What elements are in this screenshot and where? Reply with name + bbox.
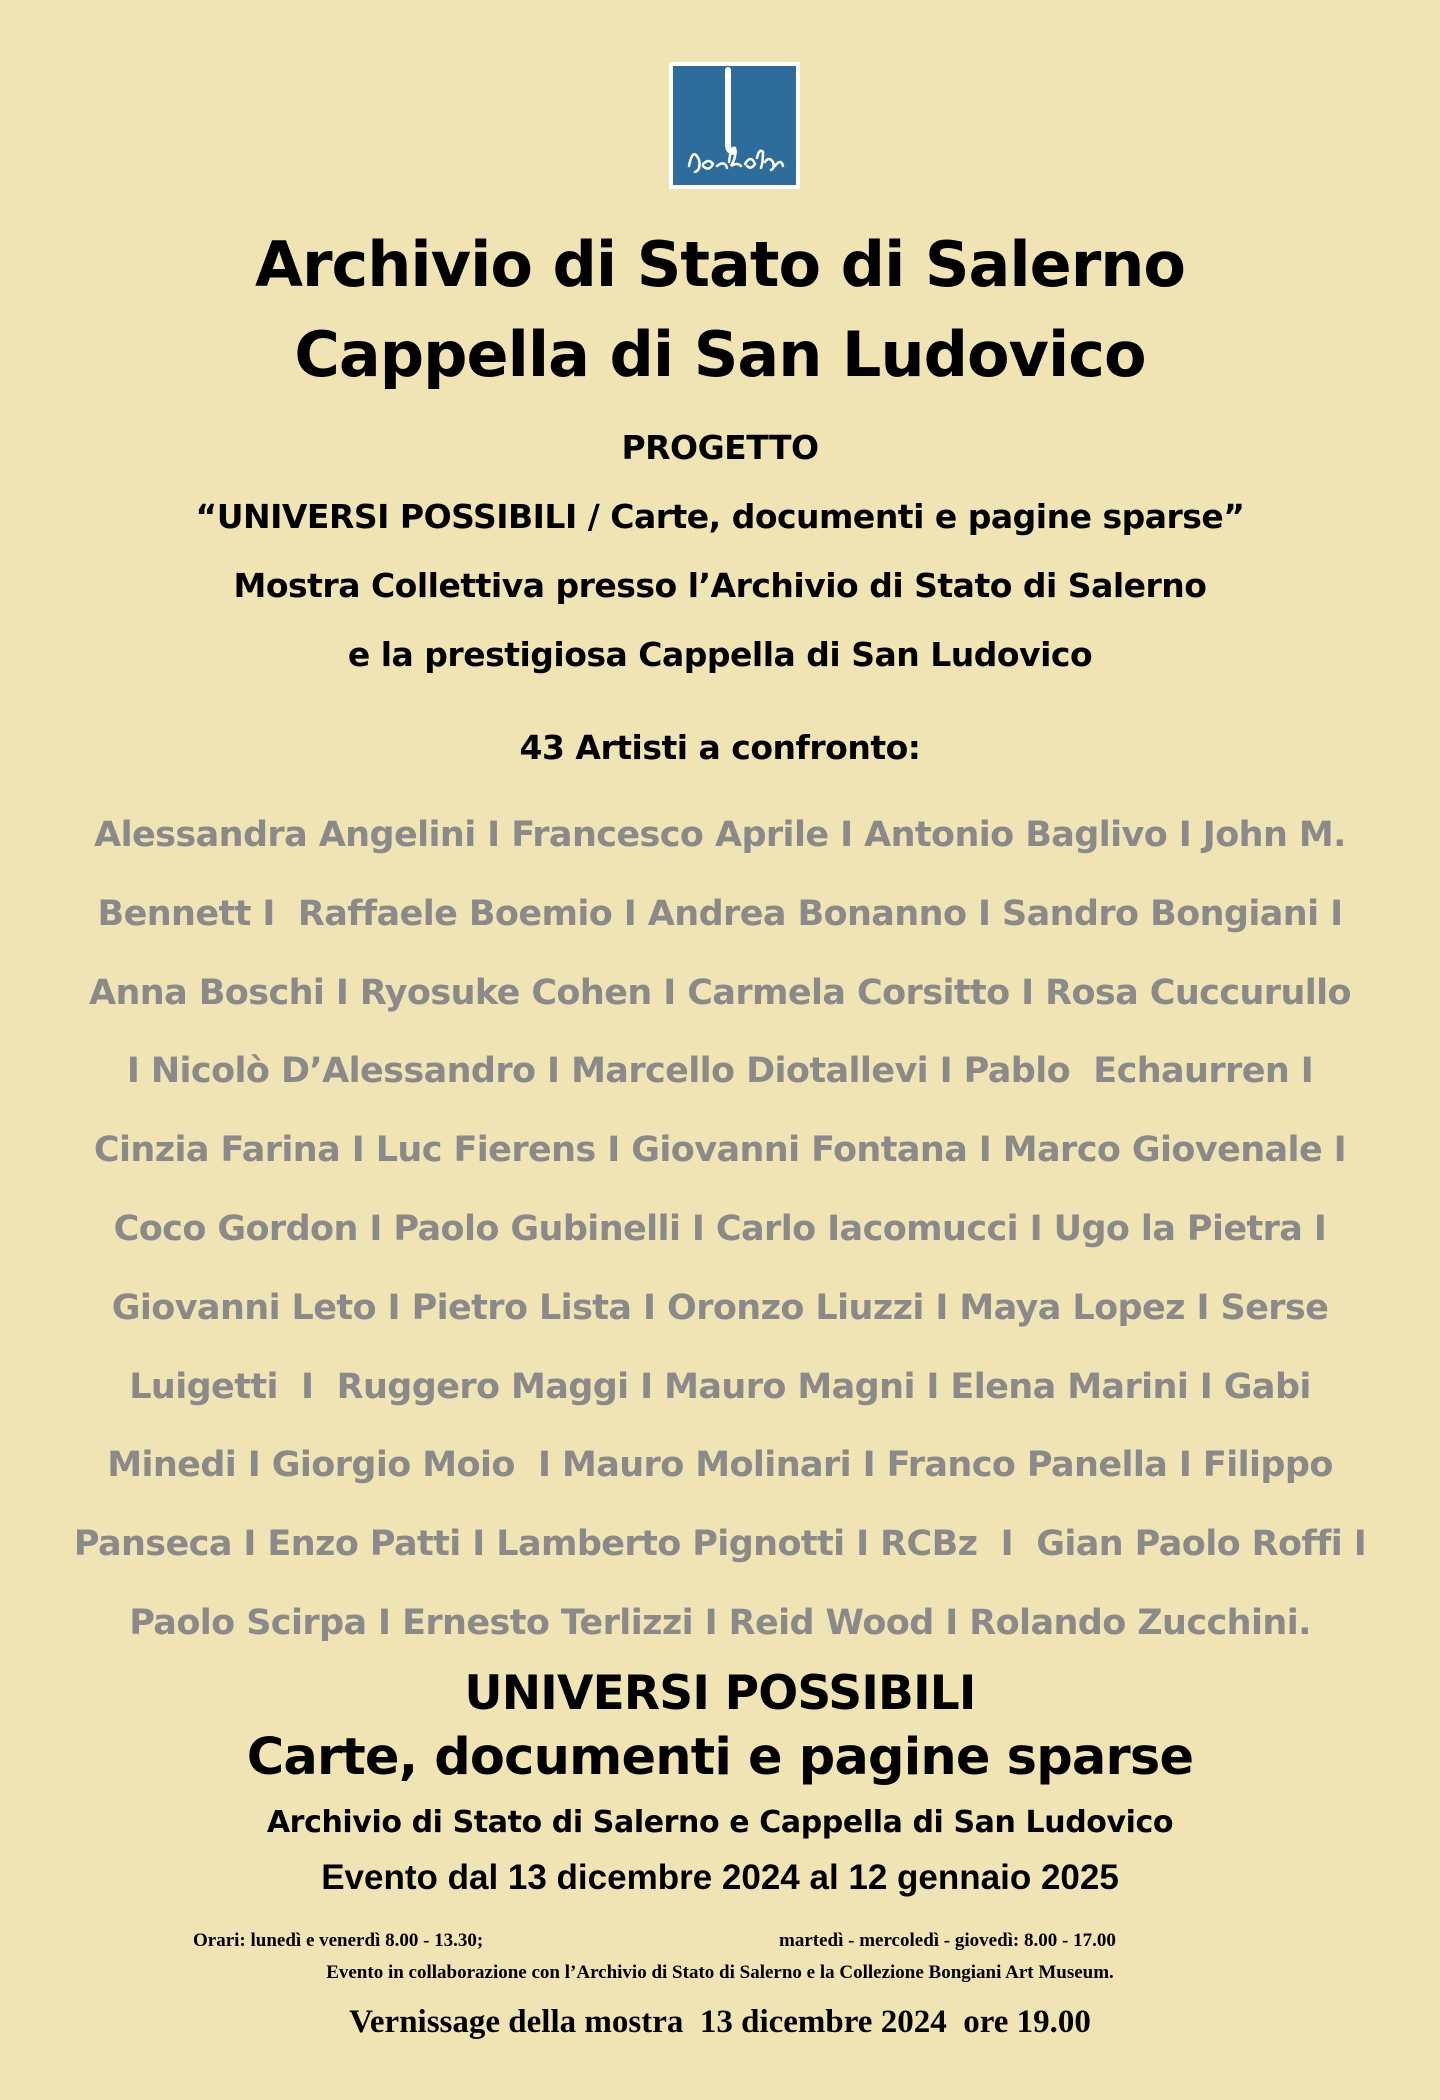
artist-line: Coco Gordon I Paolo Gubinelli I Carlo Iacomucci I Ugo la Pietra I (113, 1208, 1327, 1249)
vernissage-info: Vernissage della mostra 13 dicembre 2024 ore 19.00 (349, 2004, 1091, 2040)
artist-line: Panseca I Enzo Patti I Lamberto Pignotti I RCBz I Gian Paolo Roffi I (73, 1524, 1367, 1565)
artist-line: Bennett I Raffaele Boemio I Andrea Bonanno I Sandro Bongiani I (97, 893, 1343, 934)
page-title: Archivio di Stato di Salerno (254, 228, 1186, 301)
logo-signature-icon (673, 66, 796, 185)
artist-line: Minedi I Giorgio Moio I Mauro Molinari I Franco Panella I Filippo (107, 1445, 1333, 1486)
project-label: PROGETTO (621, 428, 819, 467)
artist-line: Luigetti I Ruggero Maggi I Mauro Magni I Elena Marini I Gabi (129, 1366, 1311, 1407)
page-subtitle: Cappella di San Ludovico (294, 318, 1146, 391)
artist-line: Anna Boschi I Ryosuke Cohen I Carmela Corsitto I Rosa Cuccurullo (88, 972, 1352, 1013)
project-title: “UNIVERSI POSSIBILI / Carte, documenti e pagine sparse” (195, 497, 1245, 536)
logo-emblem (673, 66, 796, 185)
archivio-logo-icon (669, 62, 800, 189)
project-description-line1: Mostra Collettiva presso l’Archivio di Stato di Salerno (233, 566, 1207, 605)
collaboration-note: Evento in collaborazione con l’Archivio di Stato di Salerno e la Collezione Bongiani Art Museum. (326, 1962, 1114, 1983)
artist-line: Paolo Scirpa I Ernesto Terlizzi I Reid Wood I Rolando Zucchini. (129, 1602, 1311, 1643)
project-description-line2: e la prestigiosa Cappella di San Ludovico (347, 635, 1093, 674)
exhibition-subtitle: Carte, documenti e pagine sparse (246, 1728, 1194, 1787)
exhibition-title: UNIVERSI POSSIBILI (464, 1666, 976, 1721)
artist-line: Alessandra Angelini I Francesco Aprile I Antonio Baglivo I John M. (94, 815, 1346, 855)
opening-hours-tue-thu: martedì - mercoledì - giovedì: 8.00 - 17.00 (779, 1930, 1116, 1951)
opening-hours-mon-fri: Orari: lunedì e venerdì 8.00 - 13.30; (193, 1930, 484, 1951)
artist-line: Giovanni Leto I Pietro Lista I Oronzo Liuzzi I Maya Lopez I Serse (111, 1287, 1329, 1328)
artists-heading: 43 Artisti a confronto: (519, 728, 921, 767)
artist-line: I Nicolò D’Alessandro I Marcello Diotallevi I Pablo Echaurren I (126, 1051, 1314, 1092)
artist-line: Cinzia Farina I Luc Fierens I Giovanni Fontana I Marco Giovenale I (93, 1130, 1347, 1171)
exhibition-venue: Archivio di Stato di Salerno e Cappella di San Ludovico (266, 1805, 1174, 1840)
event-dates: Evento dal 13 dicembre 2024 al 12 gennaio 2025 (321, 1858, 1119, 1897)
artists-list (0, 805, 1440, 1672)
